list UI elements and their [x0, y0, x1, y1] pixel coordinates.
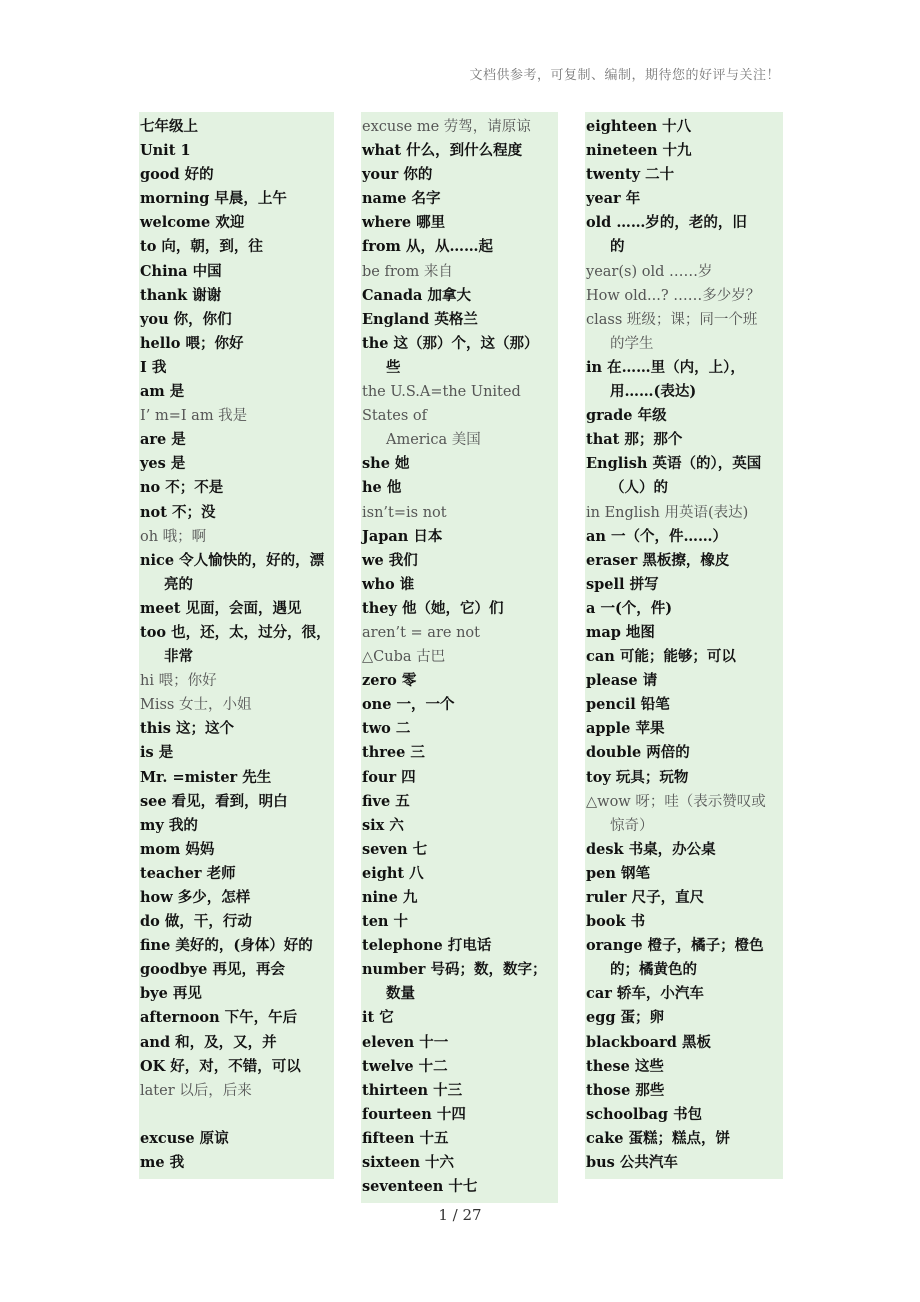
vocab-entry	[361, 380, 558, 452]
vocab-entry-continuation: 数量	[386, 985, 415, 1003]
vocab-entry-text: zero 零	[362, 672, 417, 690]
vocab-entry-text: they 他（她，它）们	[362, 599, 504, 617]
vocab-entry-text: five 五	[362, 792, 410, 810]
vocab-entry-text: desk 书桌，办公桌	[586, 840, 716, 858]
vocab-entry-text: and 和，及，又，并	[140, 1033, 277, 1051]
vocab-entry	[361, 814, 558, 838]
vocab-entry-text: excuse 原谅	[140, 1129, 229, 1147]
vocab-entry-text: excuse me 劳驾，请原谅	[362, 119, 531, 135]
vocab-entry	[139, 862, 334, 886]
vocab-entry	[585, 356, 783, 404]
vocab-entry-continuation: 的学生	[610, 335, 654, 352]
vocab-entry-text: old ……岁的，老的，旧	[586, 214, 747, 232]
vocab-entry	[585, 838, 783, 862]
vocab-entry-text: afternoon 下午，午后	[140, 1009, 298, 1027]
vocab-entry-text: mom 妈妈	[140, 840, 215, 858]
header-note: 文档供参考，可复制、编制，期待您的好评与关注！	[469, 68, 780, 83]
vocab-entry	[361, 1055, 558, 1079]
vocab-entry-text: what 什么，到什么程度	[362, 142, 523, 160]
vocab-entry-text: car 轿车，小汽车	[586, 985, 704, 1003]
vocab-entry-text: I 我	[140, 358, 167, 376]
vocab-entry	[139, 910, 334, 934]
vocab-entry	[361, 260, 558, 284]
vocab-entry	[139, 308, 334, 332]
vocab-entry-text: twelve 十二	[362, 1057, 448, 1075]
vocab-entry	[139, 1151, 334, 1175]
vocab-entry-text: apple 苹果	[586, 720, 665, 738]
page-number: 1 / 27	[438, 1206, 482, 1224]
vocab-entry	[139, 741, 334, 765]
vocab-entry-text: where 哪里	[362, 214, 446, 232]
vocab-entry-text: from 从，从……起	[362, 238, 493, 256]
vocab-entry	[585, 163, 783, 187]
vocab-entry	[361, 187, 558, 211]
vocab-entry-text: a 一(个，件)	[586, 599, 673, 617]
vocab-entry-text: thirteen 十三	[362, 1081, 463, 1099]
vocab-entry	[139, 814, 334, 838]
vocab-entry	[139, 621, 334, 669]
vocab-entry-text: to 向，朝，到，往	[140, 238, 263, 256]
vocab-entry-text: two 二	[362, 720, 411, 738]
vocab-entry-text: nine 九	[362, 889, 418, 906]
vocab-entry-text: be from 来自	[362, 263, 453, 280]
vocab-entry	[585, 573, 783, 597]
vocab-entry	[361, 741, 558, 765]
vocab-entry	[361, 1127, 558, 1151]
vocab-entry-text: nice 令人愉快的，好的，漂	[140, 551, 325, 569]
vocab-entry	[361, 1006, 558, 1030]
vocab-entry-text: not 不；没	[140, 503, 216, 521]
vocab-entry-text: blackboard 黑板	[586, 1033, 711, 1051]
vocab-entry	[139, 934, 334, 958]
vocab-entry-text: ten 十	[362, 913, 409, 931]
vocab-entry-text: fifteen 十五	[362, 1129, 449, 1147]
vocab-entry-text: year(s) old ……岁	[586, 263, 713, 280]
vocab-entry	[361, 862, 558, 886]
vocab-entry-text: English 英语（的），英国	[586, 455, 762, 473]
vocab-entry-text: △Cuba 古巴	[362, 649, 446, 666]
vocab-entry-text: Miss 女士，小姐	[140, 697, 252, 714]
vocab-entry	[361, 308, 558, 332]
vocab-entry-text: England 英格兰	[362, 310, 478, 328]
vocab-entry-continuation: 的；橘黄色的	[610, 961, 697, 979]
vocab-entry	[361, 910, 558, 934]
vocab-entry	[139, 332, 334, 356]
vocab-entry	[585, 1103, 783, 1127]
vocab-entry	[139, 139, 334, 163]
vocab-entry	[361, 235, 558, 259]
vocab-entry-continuation: 惊奇）	[610, 817, 654, 834]
vocab-entry-text: spell 拼写	[586, 575, 659, 593]
vocab-entry-text: in English 用英语(表达)	[586, 504, 749, 521]
vocab-entry-text: are 是	[140, 431, 186, 449]
vocab-entry-continuation: 些	[386, 358, 401, 376]
vocab-entry-text: nineteen 十九	[586, 142, 692, 160]
vocab-entry	[139, 790, 334, 814]
vocab-entry	[361, 476, 558, 500]
vocab-entry-text: bye 再见	[140, 985, 202, 1003]
vocab-entry	[585, 404, 783, 428]
vocab-entry	[361, 1103, 558, 1127]
vocab-entry	[585, 886, 783, 910]
vocab-entry-text: eleven 十一	[362, 1033, 449, 1051]
vocab-entry	[361, 1151, 558, 1175]
vocab-entry	[585, 645, 783, 669]
vocab-entry-text: me 我	[140, 1154, 185, 1172]
blank-line	[139, 1103, 334, 1127]
vocab-entry-text: year 年	[586, 190, 641, 208]
vocab-entry-text: six 六	[362, 816, 404, 834]
vocab-entry-text: my 我的	[140, 816, 198, 834]
vocab-entry	[585, 501, 783, 525]
vocab-entry	[361, 958, 558, 1006]
vocab-entry	[585, 428, 783, 452]
vocab-entry-text: in 在……里（内，上），	[586, 358, 745, 376]
vocab-entry-text: good 好的	[140, 166, 214, 184]
vocab-entry-text: China 中国	[140, 262, 222, 280]
vocab-entry	[585, 308, 783, 356]
vocab-entry-text: Unit 1	[140, 142, 191, 160]
vocab-entry	[139, 260, 334, 284]
vocab-entry-text: △wow 呀；哇（表示赞叹或	[586, 793, 766, 810]
vocab-entry-text: how 多少，怎样	[140, 889, 251, 906]
vocab-entry	[361, 549, 558, 573]
vocab-entry	[139, 958, 334, 982]
vocab-entry-continuation: 用……(表达)	[610, 383, 697, 401]
vocab-entry-text: hello 喂；你好	[140, 334, 244, 352]
vocab-entry-text: three 三	[362, 744, 425, 762]
vocab-entry-text: fine 美好的，(身体）好的	[140, 937, 313, 955]
vocab-entry	[139, 356, 334, 380]
vocab-entry	[585, 934, 783, 982]
vocab-entry-text: number 号码；数，数字；	[362, 961, 547, 979]
vocab-entry-text: fourteen 十四	[362, 1105, 466, 1123]
vocab-entry-text: four 四	[362, 768, 416, 786]
vocab-entry	[139, 163, 334, 187]
vocab-entry-text: an 一（个，件……）	[586, 527, 727, 545]
vocab-entry	[139, 982, 334, 1006]
vocab-entry-text: map 地图	[586, 623, 655, 641]
vocab-entry-text: she 她	[362, 455, 410, 473]
vocab-entry	[585, 260, 783, 284]
vocab-entry	[585, 1006, 783, 1030]
vocab-entry-continuation: （人）的	[610, 479, 668, 497]
vocab-entry-text: I’ m=I am 我是	[140, 408, 248, 425]
vocab-entry-text: pencil 铅笔	[586, 696, 670, 714]
vocab-entry	[139, 380, 334, 404]
vocab-entry	[585, 982, 783, 1006]
vocab-entry	[139, 597, 334, 621]
vocab-entry	[139, 235, 334, 259]
vocab-entry	[585, 790, 783, 838]
vocab-entry	[361, 669, 558, 693]
vocab-entry	[361, 525, 558, 549]
vocab-entry-text: isn’t=is not	[362, 504, 447, 521]
vocab-entry	[585, 910, 783, 934]
vocab-entry-text: OK 好，对，不错，可以	[140, 1057, 301, 1075]
vocab-entry	[139, 428, 334, 452]
vocab-entry	[361, 693, 558, 717]
vocab-entry-text: seven 七	[362, 840, 428, 858]
vocab-entry	[585, 766, 783, 790]
vocab-entry	[361, 452, 558, 476]
vocab-entry	[361, 573, 558, 597]
vocab-entry-text: the U.S.A=the United States of	[362, 384, 521, 425]
vocab-entry-text: eight 八	[362, 864, 424, 882]
vocab-entry-text: one 一，一个	[362, 696, 455, 714]
vocab-entry	[361, 163, 558, 187]
vocab-entry	[139, 1127, 334, 1151]
vocab-entry-text: yes 是	[140, 455, 186, 473]
vocab-entry	[361, 139, 558, 163]
vocab-entry-text: name 名字	[362, 190, 441, 208]
vocab-entry	[139, 717, 334, 741]
vocab-entry-text: is 是	[140, 744, 174, 762]
vocab-entry	[139, 187, 334, 211]
vocab-entry	[361, 597, 558, 621]
vocab-entry-text: meet 见面，会面，遇见	[140, 599, 302, 617]
vocab-entry	[585, 525, 783, 549]
vocab-entry	[585, 284, 783, 308]
vocab-entry-text: pen 钢笔	[586, 864, 650, 882]
vocab-entry-text: twenty 二十	[586, 166, 675, 184]
vocab-entry-text: Canada 加拿大	[362, 286, 471, 304]
vocab-entry	[139, 501, 334, 525]
vocab-entry-text: grade 年级	[586, 407, 667, 425]
vocab-entry-text: see 看见，看到，明白	[140, 792, 288, 810]
vocab-entry-text: he 他	[362, 479, 402, 497]
vocab-entry	[585, 452, 783, 500]
vocab-entry	[361, 1175, 558, 1199]
vocab-entry-text: these 这些	[586, 1057, 664, 1075]
vocab-entry-text: later 以后，后来	[140, 1082, 252, 1099]
vocab-entry-text: this 这；这个	[140, 720, 234, 738]
vocab-entry-text: do 做，干，行动	[140, 913, 252, 931]
vocab-entry	[585, 693, 783, 717]
vocab-entry	[139, 1079, 334, 1103]
vocab-entry	[585, 1079, 783, 1103]
vocab-entry	[361, 1031, 558, 1055]
vocab-entry-text: cake 蛋糕；糕点，饼	[586, 1129, 731, 1147]
vocab-entry-text: those 那些	[586, 1081, 665, 1099]
vocab-entry-text: that 那；那个	[586, 431, 683, 449]
vocab-entry-text: double 两倍的	[586, 744, 690, 762]
vocab-entry-text: please 请	[586, 672, 658, 690]
vocab-entry-text: eighteen 十八	[586, 118, 692, 135]
vocab-entry-text: seventeen 十七	[362, 1178, 478, 1196]
vocab-entry-text: it 它	[362, 1009, 394, 1027]
vocab-entry-text: book 书	[586, 913, 646, 931]
vocab-entry-text: morning 早晨，上午	[140, 190, 287, 208]
vocab-entry-text: eraser 黑板擦，橡皮	[586, 551, 730, 569]
vocab-entry	[585, 139, 783, 163]
vocab-entry	[139, 693, 334, 717]
vocab-entry	[361, 621, 558, 645]
vocab-column-2	[361, 112, 558, 1203]
vocab-entry	[585, 1031, 783, 1055]
vocab-entry	[139, 1006, 334, 1030]
vocab-entry-text: oh 哦；啊	[140, 528, 207, 545]
vocab-entry-text: class 班级；课；同一个班	[586, 311, 758, 328]
vocab-entry-text: no 不；不是	[140, 479, 224, 497]
vocab-entry-text: egg 蛋；卵	[586, 1009, 665, 1027]
vocab-entry-text: schoolbag 书包	[586, 1105, 703, 1123]
vocab-entry-text: ruler 尺子，直尺	[586, 889, 705, 906]
vocab-entry	[361, 645, 558, 669]
vocab-entry-text: telephone 打电话	[362, 937, 492, 955]
vocab-entry-continuation: America 美国	[386, 432, 481, 449]
vocab-entry-continuation: 非常	[164, 648, 193, 666]
vocab-entry	[139, 1055, 334, 1079]
vocab-entry	[585, 621, 783, 645]
vocab-entry	[139, 211, 334, 235]
vocab-entry-text: bus 公共汽车	[586, 1154, 678, 1172]
vocab-entry	[361, 332, 558, 380]
vocab-entry	[139, 476, 334, 500]
vocab-entry	[585, 862, 783, 886]
vocab-entry-text: you 你，你们	[140, 310, 232, 328]
vocab-entry	[139, 452, 334, 476]
vocab-entry	[361, 284, 558, 308]
vocab-entry-continuation: 的	[610, 238, 625, 256]
vocab-entry-text: Mr. =mister 先生	[140, 768, 272, 786]
vocab-entry	[139, 549, 334, 597]
vocab-entry	[585, 187, 783, 211]
vocab-column-1	[139, 112, 334, 1179]
vocab-entry-text: your 你的	[362, 166, 433, 184]
vocab-entry	[139, 115, 334, 139]
vocab-entry	[585, 115, 783, 139]
vocab-entry	[139, 886, 334, 910]
vocab-entry	[361, 115, 558, 139]
vocab-entry-text: 七年级上	[140, 118, 198, 135]
vocab-entry-text: teacher 老师	[140, 864, 236, 882]
vocab-entry	[585, 211, 783, 259]
vocab-entry	[585, 741, 783, 765]
vocab-entry-text: who 谁	[362, 575, 415, 593]
vocab-entry	[361, 717, 558, 741]
vocab-entry-text: orange 橙子，橘子；橙色	[586, 937, 764, 955]
vocab-entry-text: toy 玩具；玩物	[586, 768, 689, 786]
vocab-entry-text: Japan 日本	[362, 527, 443, 545]
vocab-entry	[361, 1079, 558, 1103]
vocab-entry-text: hi 喂；你好	[140, 673, 217, 690]
vocab-entry-text: sixteen 十六	[362, 1154, 455, 1172]
vocab-entry-text: too 也，还，太，过分，很，	[140, 623, 331, 641]
vocab-entry	[139, 404, 334, 428]
vocab-entry-text: aren’t = are not	[362, 624, 480, 641]
vocab-entry	[585, 1127, 783, 1151]
vocab-entry-text: am 是	[140, 383, 185, 401]
vocab-entry	[585, 1151, 783, 1175]
vocab-column-3	[585, 112, 783, 1179]
vocab-entry	[139, 766, 334, 790]
vocab-entry-text: thank 谢谢	[140, 286, 222, 304]
vocab-entry	[361, 838, 558, 862]
vocab-entry	[361, 501, 558, 525]
vocab-entry	[585, 717, 783, 741]
vocab-entry	[361, 790, 558, 814]
vocab-entry	[139, 1031, 334, 1055]
vocab-entry	[139, 669, 334, 693]
vocab-entry-text: the 这（那）个，这（那）	[362, 334, 539, 352]
vocab-entry	[361, 766, 558, 790]
vocab-entry	[361, 211, 558, 235]
vocab-entry-continuation: 亮的	[164, 575, 193, 593]
vocab-entry-text: How old...? ……多少岁？	[586, 287, 761, 304]
vocab-entry	[139, 525, 334, 549]
vocab-entry-text: welcome 欢迎	[140, 214, 245, 232]
vocab-entry	[585, 549, 783, 573]
vocab-entry-text: we 我们	[362, 551, 418, 569]
vocab-entry-text: can 可能；能够；可以	[586, 648, 736, 666]
vocab-entry	[361, 934, 558, 958]
vocab-entry	[585, 1055, 783, 1079]
vocab-entry	[585, 597, 783, 621]
vocab-entry	[585, 669, 783, 693]
vocab-entry	[139, 838, 334, 862]
vocab-entry	[139, 284, 334, 308]
vocab-entry	[361, 886, 558, 910]
vocab-entry-text: goodbye 再见，再会	[140, 961, 285, 979]
